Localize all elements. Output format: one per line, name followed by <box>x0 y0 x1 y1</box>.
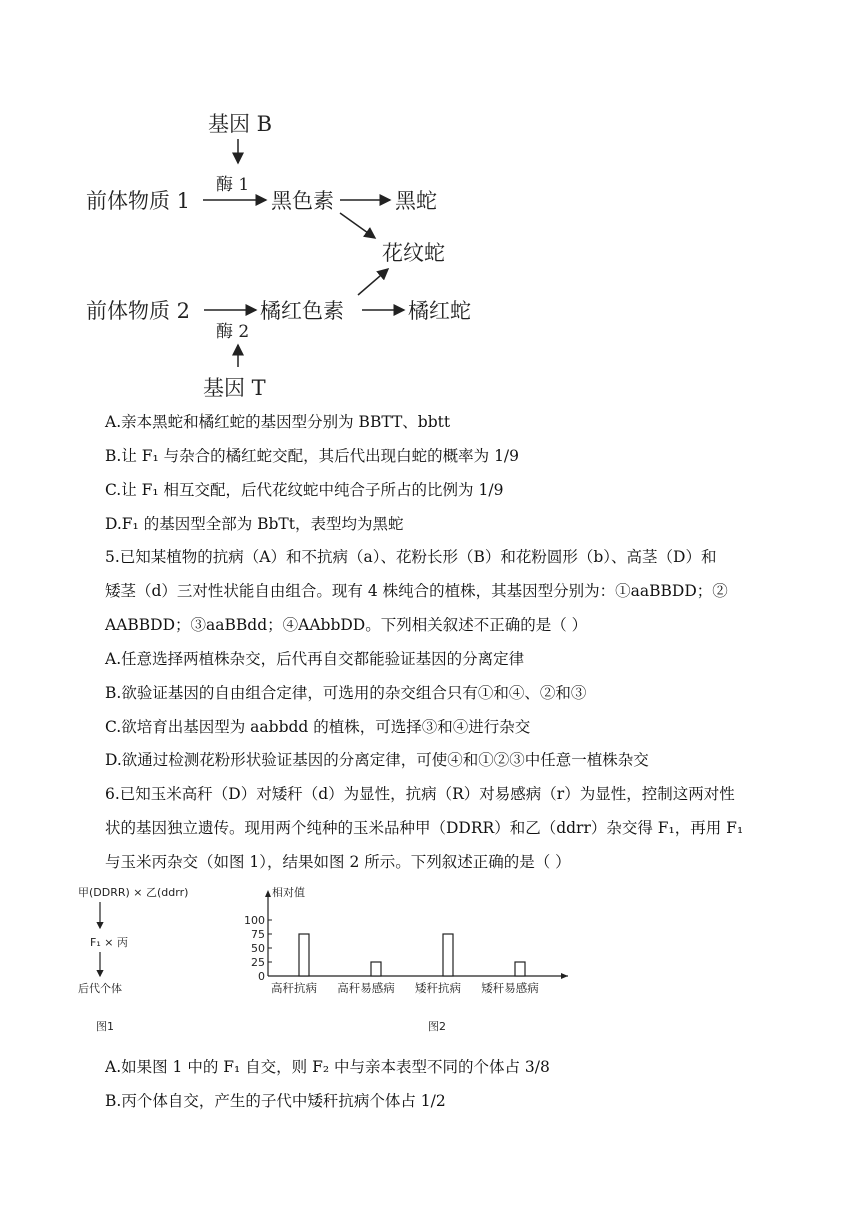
bar <box>515 962 525 976</box>
orange-to-pattern-arrow <box>358 269 388 295</box>
text-line: B.让 F₁ 与杂合的橘红蛇交配，其后代出现白蛇的概率为 1/9 <box>105 447 520 465</box>
text-line: 矮茎（d）三对性状能自由组合。现有 4 株纯合的植株，其基因型分别为：①aaBBDD；② <box>105 582 728 600</box>
pathway-diagram <box>70 95 530 405</box>
fig1-offspring-label: 后代个体 <box>78 982 122 995</box>
black-to-pattern-arrow <box>340 213 375 238</box>
black-snake-label: 黑蛇 <box>395 189 437 213</box>
text-line: AABBDD；③aaBBdd；④AAbbDD。下列相关叙述不正确的是（ ） <box>105 616 588 634</box>
enzyme1-label: 酶 1 <box>216 175 250 195</box>
precursor1-label: 前体物质 1 <box>86 189 191 213</box>
y-tick-label: 50 <box>251 942 265 955</box>
text-line: 6.已知玉米高秆（D）对矮秆（d）为显性，抗病（R）对易感病（r）为显性，控制这两对性 <box>105 785 735 803</box>
text-line: 5.已知某植物的抗病（A）和不抗病（a）、花粉长形（B）和花粉圆形（b）、高茎（D）和 <box>105 548 717 566</box>
orange-snake-label: 橘红蛇 <box>408 299 471 323</box>
fig1-cross-label: 甲(DDRR) × 乙(ddrr) <box>78 886 189 899</box>
enzyme2-label: 酶 2 <box>216 322 250 342</box>
x-tick-label: 高秆抗病 <box>271 981 317 995</box>
figure-1-cross-diagram <box>78 880 250 1033</box>
text-line: D.欲通过检测花粉形状验证基因的分离定律，可使④和①②③中任意一植株杂交 <box>105 751 649 769</box>
x-tick-label: 高秆易感病 <box>337 981 395 995</box>
text-line: A.亲本黑蛇和橘红蛇的基因型分别为 BBTT、bbtt <box>105 413 451 431</box>
black-pigment-label: 黑色素 <box>271 189 334 213</box>
x-tick-label: 矮秆抗病 <box>415 981 461 995</box>
bar <box>299 934 309 976</box>
y-tick-label: 75 <box>251 928 265 941</box>
x-axis-arrow <box>561 973 568 979</box>
gene-b-label: 基因 B <box>208 112 273 136</box>
x-tick-label: 矮秆易感病 <box>481 981 539 995</box>
y-tick-label: 100 <box>244 914 265 927</box>
fig1-f1-cross-label: F₁ × 丙 <box>90 936 128 949</box>
figure-2-bar-chart <box>238 880 578 1033</box>
orange-pigment-label: 橘红色素 <box>260 299 344 323</box>
text-line: B.丙个体自交，产生的子代中矮秆抗病个体占 1/2 <box>105 1092 446 1110</box>
text-line: D.F₁ 的基因型全部为 BbTt，表型均为黑蛇 <box>105 515 404 533</box>
y-axis-arrow <box>265 890 271 897</box>
text-line: 状的基因独立遗传。现用两个纯种的玉米品种甲（DDRR）和乙（ddrr）杂交得 F₁，再用 F₁ <box>105 819 744 837</box>
pattern-snake-label: 花纹蛇 <box>382 241 445 265</box>
bar <box>443 934 453 976</box>
precursor2-label: 前体物质 2 <box>86 299 191 323</box>
text-line: 与玉米丙杂交（如图 1），结果如图 2 所示。下列叙述正确的是（ ） <box>105 853 571 871</box>
text-line: A.如果图 1 中的 F₁ 自交，则 F₂ 中与亲本表型不同的个体占 3/8 <box>105 1058 550 1076</box>
text-line: B.欲验证基因的自由组合定律，可选用的杂交组合只有①和④、②和③ <box>105 684 587 702</box>
y-tick-label: 0 <box>258 970 265 983</box>
text-line: A.任意选择两植株杂交，后代再自交都能验证基因的分离定律 <box>105 650 525 668</box>
chart-ylabel: 相对值 <box>272 886 305 899</box>
text-line: C.让 F₁ 相互交配，后代花纹蛇中纯合子所占的比例为 1/9 <box>105 481 504 499</box>
fig1-caption: 图1 <box>96 1020 114 1033</box>
chart-caption: 图2 <box>428 1020 446 1033</box>
gene-t-label: 基因 T <box>203 376 266 400</box>
bar <box>371 962 381 976</box>
text-line: C.欲培育出基因型为 aabbdd 的植株，可选择③和④进行杂交 <box>105 718 531 736</box>
y-tick-label: 25 <box>251 956 265 969</box>
